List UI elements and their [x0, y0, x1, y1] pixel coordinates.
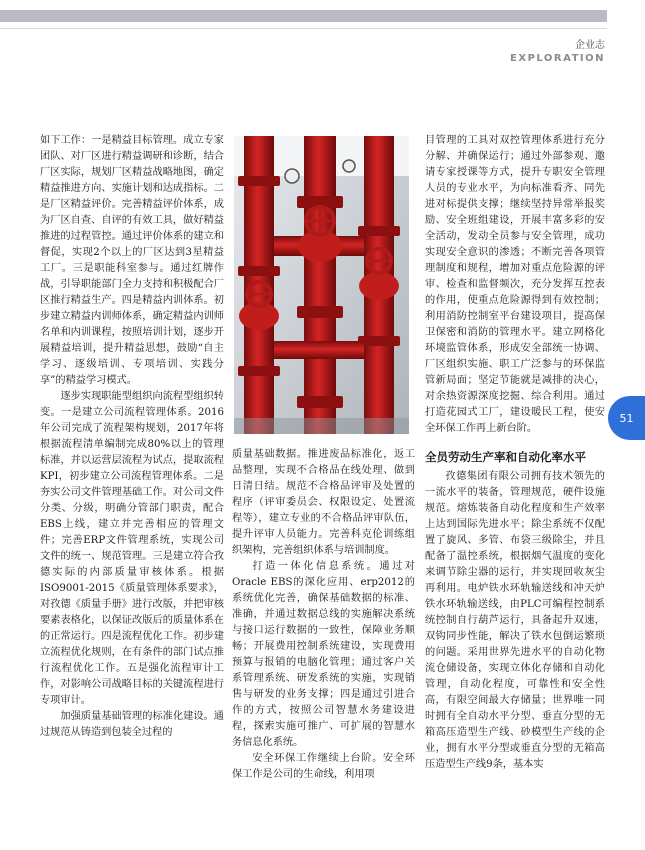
- header-divider: [0, 28, 607, 29]
- paragraph: 质量基础数据。推进废品标准化，返工品整理，实现不合格品在线处理、做到日清日结。规范不合格品评审及处置的程序（评审委员会、权限设定、处置流程等），建立专业的不合格品评审队伍，提升评审人员能力。完善科克伦训练组织架构，完善组织体系与培训制度。: [232, 449, 415, 556]
- paragraph: 如下工作：一是精益目标管理。成立专家团队、对厂区进行精益调研和诊断，结合厂区实际，规划厂区精益战略地图，确定精益推进方向、实施计划和达成指标。二是厂区精益评价。完善精益评价体系，成为厂区自查、自评的有效工具，做好精益推进的过程管控。通过评价体系的建立和督促，实现2个以上的厂区达到3星精益工厂。三是职能科室参与。通过红牌作战，引导职能部门全力支持和积极配合厂区推行精益生产。四是精益内训体系。初步建立精益内训师体系，确定精益内训师名单和内训课程，按照培训计划，逐步开展精益培训，提升精益思想，鼓励“自主学习、逐级培训、专项培训、实践分享”的精益学习模式。: [40, 135, 224, 386]
- paragraph: 加强质量基础管理的标准化建设。通过规范从铸造到包装全过程的: [40, 711, 224, 738]
- text-column-left: [40, 133, 224, 741]
- page-number: 51: [619, 411, 634, 425]
- section-heading: 全员劳动生产率和自动化率水平: [425, 450, 586, 464]
- paragraph: 孜德集团有限公司拥有技术领先的一流水平的装备，管理规范，硬件设施规范。熔炼装备自动化程度和生产效率上达到国际先进水平；除尘系统不仅配置了旋风、多管、布袋三级除尘，并且配备了温控系统，根据烟气温度的变化来调节除尘器的运行，并实现回收灰尘再利用。电炉铁水环轨输送线和冲天炉铁水环轨输送线，由PLC可编程控制系统控制自行葫芦运行，具备起升双速，双钩同步性能，解决了铁水包倒运繁琐的问题。采用世界先进水平的自动化物流仓储设备，实现立体化存储和自动化管理，自动化程度，可靠性和安全性高，有限空间最大存储量；世界唯一同时拥有全自动水平分型、垂直分型的无箱高压造型生产线、砂模型生产线的企业，拥有水平分型或垂直分型的无箱高压造型生产线9条，基本实: [425, 471, 605, 770]
- section-title-en: EXPLORATION: [510, 53, 605, 64]
- paragraph: 打造一体化信息系统。通过对Oracle EBS的深化应用、erp2012的系统优化完善，确保基础数据的标准、准确，并通过数据总线的实施解决系统与接口运行数据的一致性，保障业务顺畅；开展费用控制系统建设，实现费用预算与报销的电脑化管理；通过客户关系管理系统、研发系统的实施，实现销售与研发的业务支撑；四是通过引进合作的方式，按照公司智慧水务建设进程，探索实施可推广、可扩展的智慧水务信息化系统。: [232, 561, 415, 748]
- valve-photo: [234, 136, 409, 434]
- paragraph: 目管理的工具对双控管理体系进行充分分解、并确保运行；通过外部参观、邀请专家授课等方式，提升专职安全管理人员的专业水平，为向标准看齐、同先进对标提供支撑；继续坚持异常举报奖励、安全班组建设，开展丰富多彩的安全活动，发动全员参与安全管理，成功实现安全意识的渗透；不断完善各项管理制度和规程，增加对重点危险源的评审、检查和监督频次，充分发挥互控表的作用，使重点危险源得到有效控制；利用消防控制室平台建设项目，提高保卫保密和消防的管理水平。建立网格化环境监管体系，形成安全部统一协调、厂区组织实施、职工广泛参与的环保监管新局面；坚定节能就是减排的决心，对余热资源深度挖掘、综合利用。通过打造花园式工厂，建设暖民工程，使安全环保工作再上新台阶。: [425, 135, 605, 434]
- paragraph: 安全环保工作继续上台阶。安全环保工作是公司的生命线，利用项: [232, 753, 415, 780]
- header-bar: [0, 10, 607, 22]
- text-column-right: [425, 133, 605, 773]
- section-label: [510, 40, 605, 66]
- section-title-cn: 企业志: [575, 40, 605, 51]
- text-column-middle: [232, 447, 415, 783]
- page-number-tab: [608, 396, 645, 440]
- valve-illustration: [234, 136, 409, 434]
- paragraph: 逐步实现职能型组织向流程型组织转变。一是建立公司流程管理体系。2016年公司完成了流程架构规划，2017年将根据流程清单编制完成80%以上的管理标准，并以运营层流程为试点，提取流程KPI，初步建立公司流程管理体系。二是夯实公司文件管理基础工作。对公司文件分类、分级，明确分管部门职责，配合EBS上线，建立并完善相应的管理文件；完善ERP文件管理系统，实现公司文件的统一、规范管理。三是建立符合孜德实际的内部质量审核体系。根据ISO9001-2015《质量管理体系要求》，对孜德《质量手册》进行改版，并把审核要素表格化，以保证改版后的质量体系在的正常运行。四是流程优化工作。初步建立流程优化规则，在有条件的部门试点推行流程优化工作。五是强化流程审计工作，对影响公司战略目标的关键流程进行专项审计。: [40, 391, 224, 706]
